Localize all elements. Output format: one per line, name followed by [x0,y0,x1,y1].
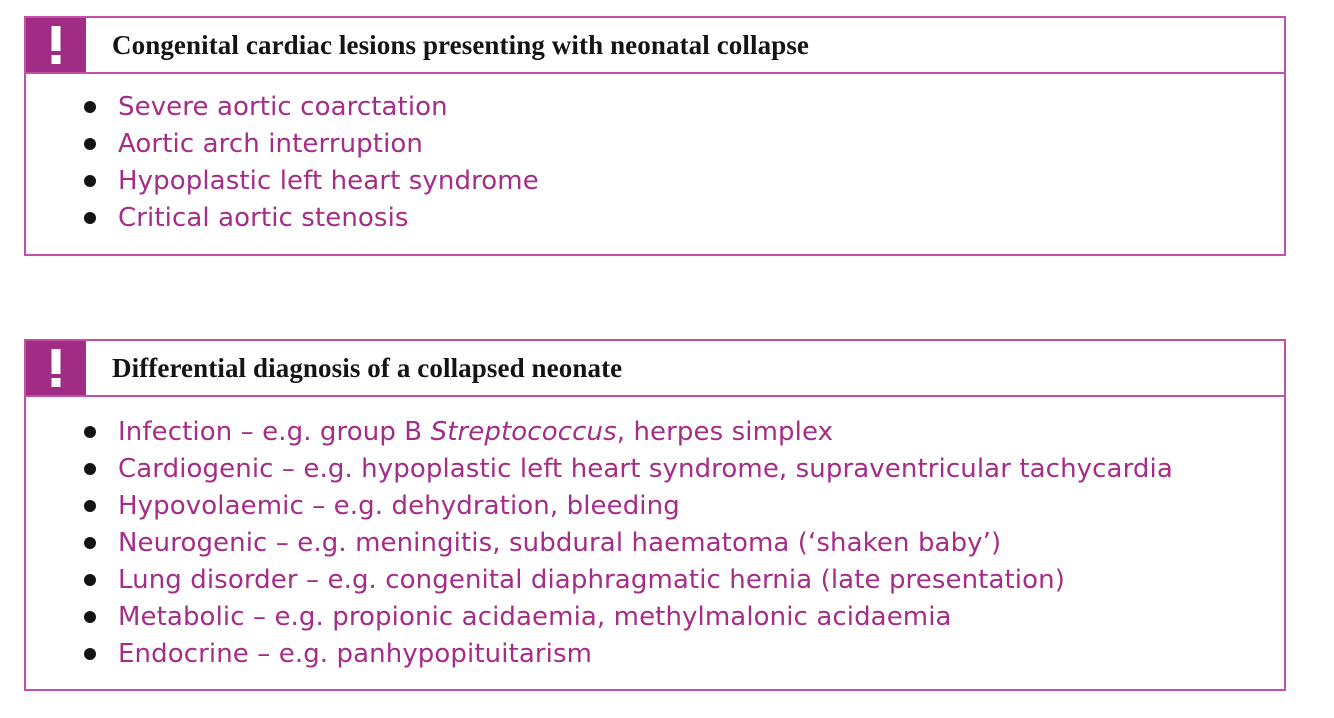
bullet-icon [84,212,96,224]
bullet-icon [84,138,96,150]
list-item-text-post: , herpes simplex [616,416,834,447]
list-item [84,125,1284,162]
list-item-text: Critical aortic stenosis [118,202,409,233]
list-item [84,413,1284,450]
list-item [84,199,1284,236]
list-item-text: Aortic arch interruption [118,128,423,159]
list-item [84,524,1284,561]
list-item [84,88,1284,125]
bullet-icon [84,426,96,438]
list-item [84,561,1284,598]
list-item-text: Cardiogenic – e.g. hypoplastic left heart syndrome, supraventricular tachycardia [118,453,1173,484]
bullet-icon [84,611,96,623]
box-header [26,18,1284,74]
alert-box-cardiac-lesions [24,16,1286,256]
list-item-text: Endocrine – e.g. panhypopituitarism [118,638,593,669]
list-item-text: Lung disorder – e.g. congenital diaphragmatic hernia (late presentation) [118,564,1065,595]
list-item [84,487,1284,524]
bullet-icon [84,175,96,187]
list-item [84,450,1284,487]
bullet-list [26,397,1284,672]
list-item-text: Metabolic – e.g. propionic acidaemia, methylmalonic acidaemia [118,601,952,632]
list-item-text [118,417,833,447]
list-item-text: Severe aortic coarctation [118,91,448,122]
bullet-icon [84,574,96,586]
box-title: Congenital cardiac lesions presenting with neonatal collapse [112,29,810,60]
bullet-icon [84,537,96,549]
bullet-icon [84,101,96,113]
list-item [84,598,1284,635]
alert-box-differential-diagnosis [24,339,1286,691]
exclamation-icon [26,18,86,72]
exclamation-icon [26,341,86,395]
list-item-text-pre: Infection – e.g. group B [118,416,431,447]
bullet-icon [84,463,96,475]
list-item [84,635,1284,672]
bullet-list [26,74,1284,236]
bullet-icon [84,500,96,512]
bullet-icon [84,648,96,660]
list-item [84,162,1284,199]
list-item-text-italic: Streptococcus [430,416,617,447]
list-item-text: Hypoplastic left heart syndrome [118,165,539,196]
list-item-text: Neurogenic – e.g. meningitis, subdural haematoma (‘shaken baby’) [118,527,1002,558]
box-header [26,341,1284,397]
list-item-text: Hypovolaemic – e.g. dehydration, bleeding [118,490,680,521]
box-title: Differential diagnosis of a collapsed neonate [112,352,623,383]
